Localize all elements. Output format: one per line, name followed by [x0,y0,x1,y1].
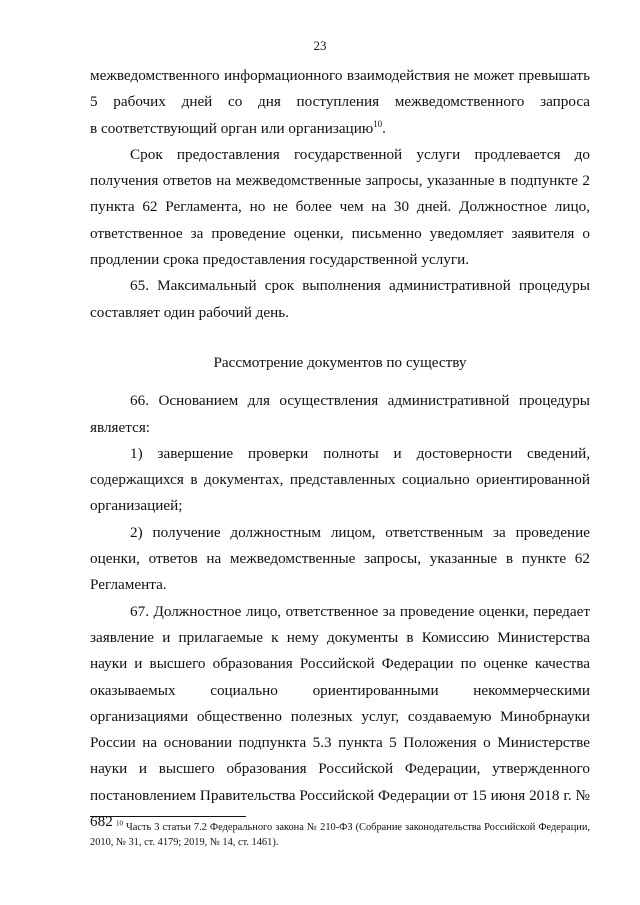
section-title: Рассмотрение документов по существу [213,353,467,371]
paragraph-line: 5 рабочих дней со дня поступления межведомственного запроса [90,93,590,111]
paragraph: 67. Должностное лицо, ответственное за проведение оценки, передает заявление и прилагаемые к нему документы в Комиссию Министерства науки и высшего образования Российской Федерации по оценке качества оказываемых социально ориентированными некоммерческими организациями общественно полезных услуг, создаваемую Минобрнауки России на основании подпункта 5.3 пункта 5 Положения о Министерстве науки и высшего образования Российской Федерации, утвержденного постановлением Правительства Российской Федерации от 15 июня 2018 г. № 682 [90,602,590,831]
paragraph: 65. Максимальный срок выполнения административной процедуры составляет один рабочий день. [90,277,590,321]
footnote-divider [90,816,246,817]
paragraph: 66. Основанием для осуществления административной процедуры является: [90,392,590,436]
footnote [90,820,590,850]
footnote-text [90,820,590,850]
list-item: 1) завершение проверки полноты и достоверности сведений, содержащихся в документах, представленных социально ориентированной организацией; [90,444,590,515]
footnote-body: Часть 3 статьи 7.2 Федерального закона № 210-ФЗ (Собрание законодательства Российской Федерации, 2010, № 31, ст. 4179; 2019, № 14, ст. 1461). [90,822,590,848]
footnote-marker: 10 [116,819,123,828]
paragraph-line: межведомственного информационного взаимодействия не может превышать [90,67,590,84]
footnote-reference: 10 [373,118,383,129]
list-item: 2) получение должностным лицом, ответственным за проведение оценки, ответов на межведомственные запросы, указанные в пункте 62 Регламента. [90,523,590,594]
document-body [90,63,590,835]
paragraph-text: в соответствующий орган или организацию [90,119,374,137]
page-number: 23 [313,38,327,53]
paragraph-text: . [382,119,386,137]
paragraph-line [90,116,590,142]
paragraph: Срок предоставления государственной услуги продлевается до получения ответов на межведомственные запросы, указанные в подпункте 2 пункта 62 Регламента, но не более чем на 30 дней. Должностное лицо, ответственное за проведение оценки, письменно уведомляет заявителя о продлении срока предоставления государственной услуги. [90,145,590,269]
